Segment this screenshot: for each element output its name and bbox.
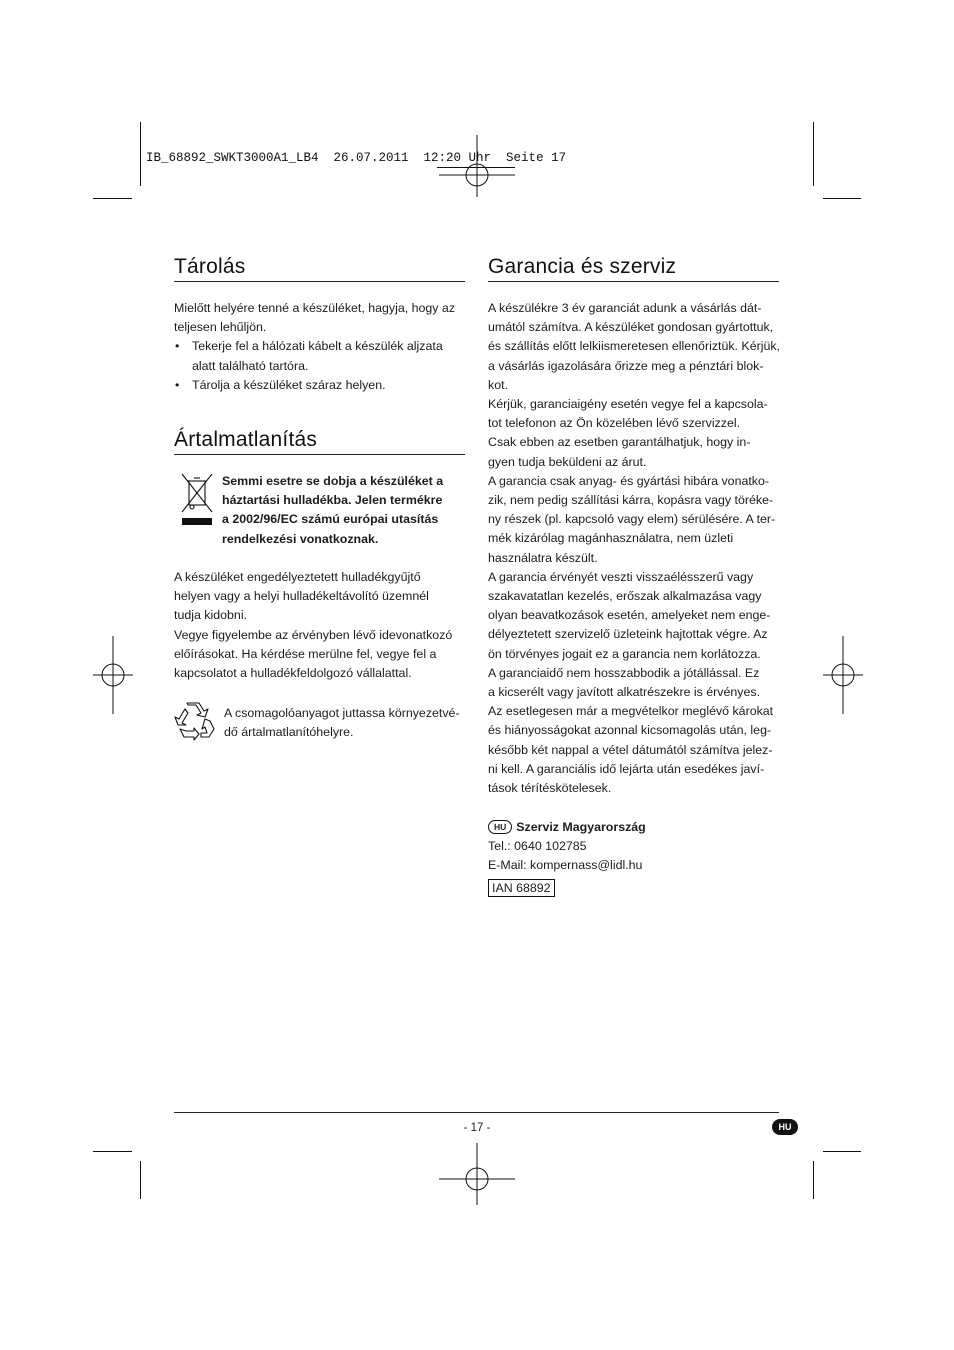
text-line: tások térítéskötelesek. bbox=[488, 781, 612, 796]
storage-intro-line: teljesen lehűljön. bbox=[174, 320, 267, 335]
language-badge: HU bbox=[772, 1119, 798, 1135]
packaging-note bbox=[224, 704, 470, 742]
text-line: tot telefonon az Ön közelében lévő szervizzel. bbox=[488, 416, 741, 431]
crop-mark bbox=[813, 1161, 814, 1199]
text-line: olyan beavatkozások esetén, amelyeket nem enge- bbox=[488, 608, 771, 623]
text-line: Csak ebben az esetben garantálhatjuk, hogy in- bbox=[488, 435, 751, 450]
text-line: A garancia érvényét veszti visszaélésszerű vagy bbox=[488, 569, 754, 584]
list-item: • Tárolja a készüléket száraz helyen. bbox=[174, 376, 469, 395]
text-line: zik, nem pedig szállítási kárra, kopásra vagy töréke- bbox=[488, 493, 774, 508]
disposal-heading-rule bbox=[174, 454, 465, 455]
footer-rule bbox=[174, 1112, 779, 1113]
service-name: Szerviz Magyarország bbox=[516, 820, 646, 834]
text-line: A garancia csak anyag- és gyártási hibára vonatko- bbox=[488, 473, 770, 488]
text-line: A csomagolóanyagot juttassa környezetvé- bbox=[224, 706, 460, 720]
crop-mark bbox=[823, 1151, 861, 1152]
text-line: A készülékre 3 év garanciát adunk a vásárlás dát- bbox=[488, 301, 762, 315]
crop-mark bbox=[823, 198, 861, 199]
text-line: Vegye figyelembe az érvényben lévő idevonatkozó bbox=[174, 627, 453, 642]
storage-heading: Tárolás bbox=[174, 255, 246, 278]
storage-bullets bbox=[174, 337, 469, 395]
text-line: és hiányosságokat azonnal kicsomagolás után, leg- bbox=[488, 723, 772, 738]
text-line: később két nappal a vétel dátumától számítva jelez- bbox=[488, 742, 773, 757]
text-line: a vásárlás igazolására őrizze meg a pénztári blok- bbox=[488, 358, 764, 373]
print-slug: IB_68892_SWKT3000A1_LB4 26.07.2011 12:20 Uhr Seite 17 bbox=[146, 151, 567, 165]
ian-number-box: IAN 68892 bbox=[488, 879, 555, 897]
text-line: ny részek (pl. kapcsoló vagy elem) sérülésére. A ter- bbox=[488, 512, 776, 527]
crop-mark bbox=[93, 1151, 132, 1152]
page-number: - 17 - bbox=[463, 1122, 491, 1134]
text-line: kapcsolatot a hulladékfeldolgozó vállalattal. bbox=[174, 666, 412, 681]
storage-heading-rule bbox=[174, 281, 465, 282]
service-email: E-Mail: kompernass@lidl.hu bbox=[488, 858, 643, 873]
text-line: használatra készült. bbox=[488, 550, 598, 565]
registration-mark-bottom bbox=[437, 1143, 517, 1223]
registration-mark-right bbox=[823, 636, 863, 714]
warranty-heading: Garancia és szerviz bbox=[488, 255, 677, 278]
warranty-text bbox=[488, 299, 784, 798]
service-title bbox=[488, 818, 784, 837]
crop-mark bbox=[93, 198, 132, 199]
crop-mark bbox=[813, 122, 814, 186]
storage-intro-line: Mielőtt helyére tenné a készüléket, hagyja, hogy az bbox=[174, 301, 456, 315]
crop-mark bbox=[140, 122, 141, 186]
warning-line: Semmi esetre se dobja a készüléket a bbox=[222, 474, 444, 488]
text-line: umától számítva. A készüléket gondosan gyártottuk, bbox=[488, 320, 774, 335]
text-line: tudja kidobni. bbox=[174, 608, 248, 623]
crossed-out-wheelie-bin-icon bbox=[180, 472, 214, 528]
text-line: ön törvényes jogait ez a garancia nem korlátozza. bbox=[488, 646, 761, 661]
text-line: délyeztetett szervizelő üzleteink hajtottak végre. Az bbox=[488, 627, 768, 642]
text-line: dő ártalmatlanítóhelyre. bbox=[224, 725, 354, 740]
warranty-heading-rule bbox=[488, 281, 779, 282]
warning-line: a 2002/96/EC számú európai utasítás bbox=[222, 512, 439, 527]
warning-line: háztartási hulladékba. Jelen termékre bbox=[222, 493, 443, 508]
text-line: Kérjük, garanciaigény esetén vegye fel a kapcsola- bbox=[488, 397, 768, 412]
text-line: ni kell. A garanciális idő lejárta után esedékes javí- bbox=[488, 761, 765, 776]
list-item: • Tekerje fel a hálózati kábelt a készülék aljzata alatt található tartóra. bbox=[174, 337, 469, 375]
storage-section bbox=[174, 299, 469, 395]
text-line: kot. bbox=[488, 377, 508, 392]
text-line: a kicserélt vagy javított alkatrészekre is érvényes. bbox=[488, 685, 761, 700]
text-line: helyen vagy a helyi hulladékeltávolító üzemnél bbox=[174, 589, 429, 604]
text-line: szakavatatlan kezelés, erőszak alkalmazása vagy bbox=[488, 589, 762, 604]
text-line: előírásokat. Ha kérdése merülne fel, vegye fel a bbox=[174, 646, 437, 661]
service-phone: Tel.: 0640 102785 bbox=[488, 839, 587, 854]
slug-underline bbox=[437, 167, 515, 168]
text-line: A készüléket engedélyeztetett hulladékgyűjtő bbox=[174, 570, 421, 584]
text-line: és szállítás előtt lelkiismeretesen ellenőriztük. Kérjük, bbox=[488, 339, 780, 354]
recycling-icon bbox=[174, 701, 216, 741]
disposal-heading: Ártalmatlanítás bbox=[174, 428, 318, 451]
country-badge: HU bbox=[488, 820, 512, 834]
text-line: Az esetlegesen már a megvételkor meglévő károkat bbox=[488, 704, 774, 719]
disposal-paragraph bbox=[174, 568, 469, 683]
disposal-warning bbox=[222, 472, 468, 549]
text-line: gyen tudja beküldeni az árut. bbox=[488, 454, 647, 469]
text-line: A garanciaidő nem hosszabbodik a jótállással. Ez bbox=[488, 665, 760, 680]
registration-mark-top bbox=[437, 135, 517, 215]
service-block bbox=[488, 818, 784, 898]
registration-mark-left bbox=[93, 636, 133, 714]
warning-line: rendelkezési vonatkoznak. bbox=[222, 531, 379, 546]
text-line: mék kizárólag magánhasználatra, nem üzleti bbox=[488, 531, 734, 546]
crop-mark bbox=[140, 1161, 141, 1199]
